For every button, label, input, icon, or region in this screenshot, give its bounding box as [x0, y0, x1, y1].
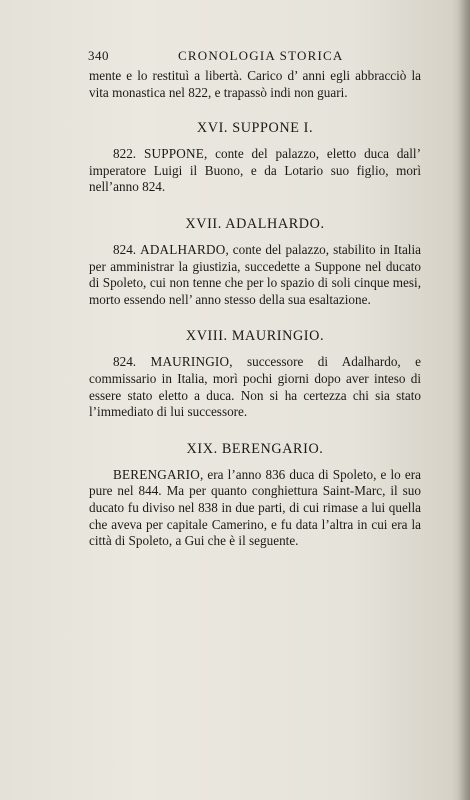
paragraph-berengario	[89, 467, 421, 550]
entry-name: MAURINGIO	[150, 354, 230, 370]
running-title: CRONOLOGIA STORICA	[178, 48, 344, 63]
entry-year: 824.	[113, 241, 137, 257]
running-head	[88, 48, 414, 66]
entry-body: , successore di Adalhardo, e commissario in Italia, morì pochi giorni dopo aver inteso di essere stato eletto a duca. Non si ha certezza chi sia stato l’immediato di lui successore.	[89, 354, 422, 420]
paragraph-adalhardo	[89, 242, 421, 308]
entry-name: SUPPONE	[143, 146, 204, 162]
entry-year: 822.	[113, 146, 137, 162]
entry-body: , era l’anno 836 duca di Spoleto, e lo era pure nel 844. Ma per quanto conghiettura Saint-Marc, il suo ducato fu diviso nel 838 in due parti, di cui rimase a lui quella che aveva per capitale Camerino, e fu data l’altra in cui era la città di Spoleto, a Gui che è il seguente.	[89, 466, 421, 549]
page-number: 340	[88, 48, 109, 63]
section-title-suppone: XVI. SUPPONE I.	[196, 120, 314, 137]
intro-paragraph: mente e lo restituì a libertà. Carico d’ anni egli abbracciò la vita monastica nel 822, e trapassò indi non guari.	[89, 68, 421, 100]
section-title-mauringio: XVIII. MAURINGIO.	[185, 328, 325, 345]
section-title-berengario: XIX. BERENGARIO.	[186, 440, 324, 457]
entry-body: , conte del palazzo, eletto duca dall’ imperatore Luigi il Buono, e da Lotario suo figlio, morì nell’anno 824.	[89, 146, 421, 195]
entry-year: 824.	[113, 354, 137, 370]
paragraph-suppone	[89, 146, 421, 196]
entry-name: ADALHARDO	[140, 241, 226, 257]
entry-body: , conte del palazzo, stabilito in Italia per amministrar la giustizia, succedette a Suppone nel ducato di Spoleto, cui non tenne che per lo spazio di soli cinque mesi, morto essendo nell’ anno stesso della sua esaltazione.	[89, 241, 421, 307]
page-edge-shadow	[458, 0, 470, 800]
entry-name: BERENGARIO	[113, 466, 200, 482]
section-title-adalhardo: XVII. ADALHARDO.	[185, 215, 325, 232]
text-block	[89, 68, 421, 550]
paragraph-mauringio	[89, 354, 421, 420]
